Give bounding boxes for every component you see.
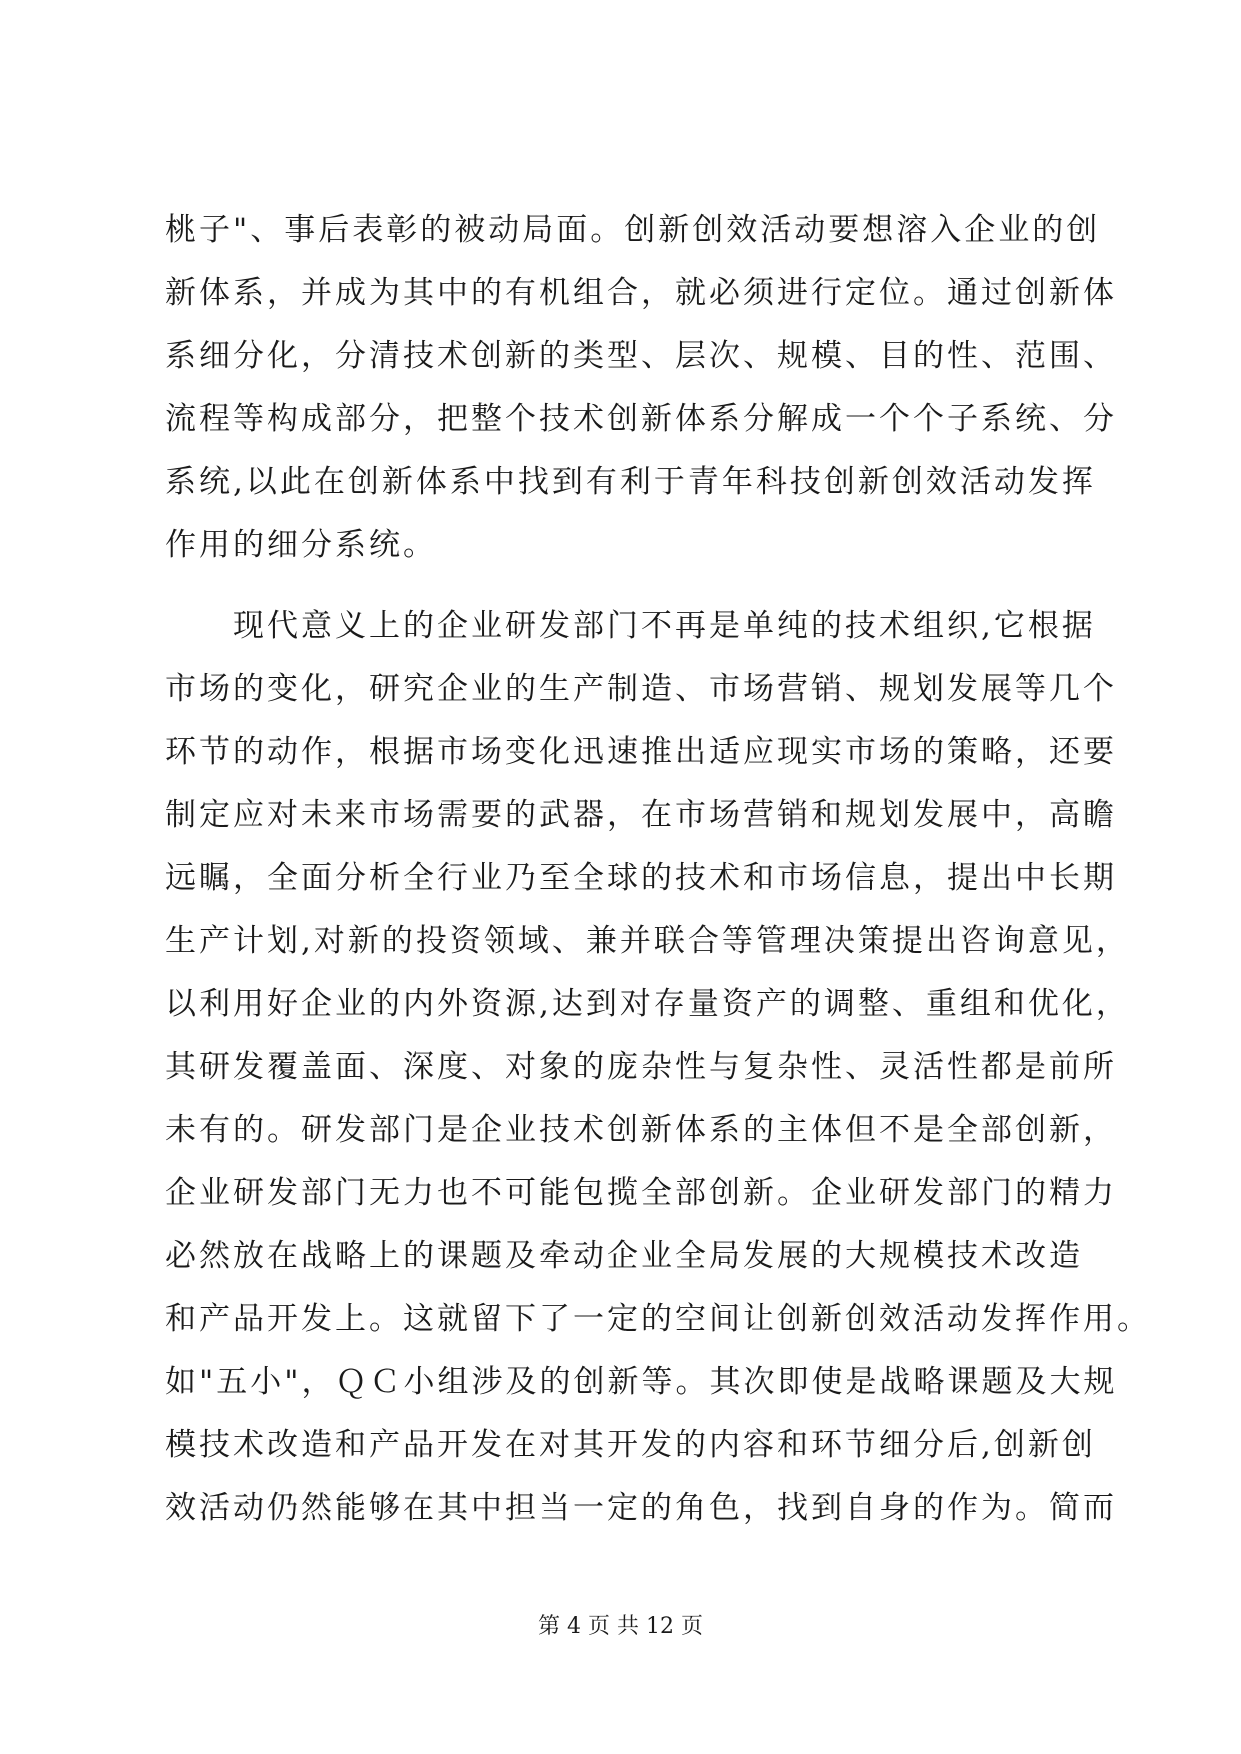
text-line: 以利用好企业的内外资源,达到对存量资产的调整、重组和优化，: [165, 986, 1130, 1022]
text-line: 新体系，并成为其中的有机组合，就必须进行定位。通过创新体: [165, 275, 1117, 311]
text-line: 如"五小"，ＱＣ小组涉及的创新等。其次即使是战略课题及大规: [165, 1364, 1118, 1400]
text-line: 生产计划,对新的投资领域、兼并联合等管理决策提出咨询意见，: [165, 923, 1130, 959]
text-line: 系细分化，分清技术创新的类型、层次、规模、目的性、范围、: [165, 338, 1117, 374]
text-line: 必然放在战略上的课题及牵动企业全局发展的大规模技术改造: [165, 1238, 1083, 1274]
text-line: 远瞩，全面分析全行业乃至全球的技术和市场信息，提出中长期: [165, 860, 1117, 896]
text-line: 模技术改造和产品开发在对其开发的内容和环节细分后,创新创: [165, 1427, 1096, 1463]
text-line: 系统,以此在创新体系中找到有利于青年科技创新创效活动发挥: [165, 464, 1096, 500]
text-line: 环节的动作，根据市场变化迅速推出适应现实市场的策略，还要: [165, 734, 1117, 770]
text-line: 企业研发部门无力也不可能包揽全部创新。企业研发部门的精力: [165, 1175, 1117, 1211]
text-line: 流程等构成部分，把整个技术创新体系分解成一个个子系统、分: [165, 401, 1117, 437]
page-number-footer: 第 4 页 共 12 页: [538, 1614, 703, 1639]
text-line: 制定应对未来市场需要的武器，在市场营销和规划发展中，高瞻: [165, 797, 1117, 833]
paragraph-first-line: 现代意义上的企业研发部门不再是单纯的技术组织,它根据: [233, 608, 1096, 644]
text-line: 市场的变化，研究企业的生产制造、市场营销、规划发展等几个: [165, 671, 1117, 707]
text-line: 其研发覆盖面、深度、对象的庞杂性与复杂性、灵活性都是前所: [165, 1049, 1117, 1085]
text-line: 桃子"、事后表彰的被动局面。创新创效活动要想溶入企业的创: [165, 212, 1101, 248]
text-line: 未有的。研发部门是企业技术创新体系的主体但不是全部创新，: [165, 1112, 1117, 1148]
text-line: 和产品开发上。这就留下了一定的空间让创新创效活动发挥作用。: [165, 1301, 1151, 1337]
text-line: 效活动仍然能够在其中担当一定的角色，找到自身的作为。简而: [165, 1490, 1117, 1526]
text-line: 作用的细分系统。: [165, 527, 437, 563]
